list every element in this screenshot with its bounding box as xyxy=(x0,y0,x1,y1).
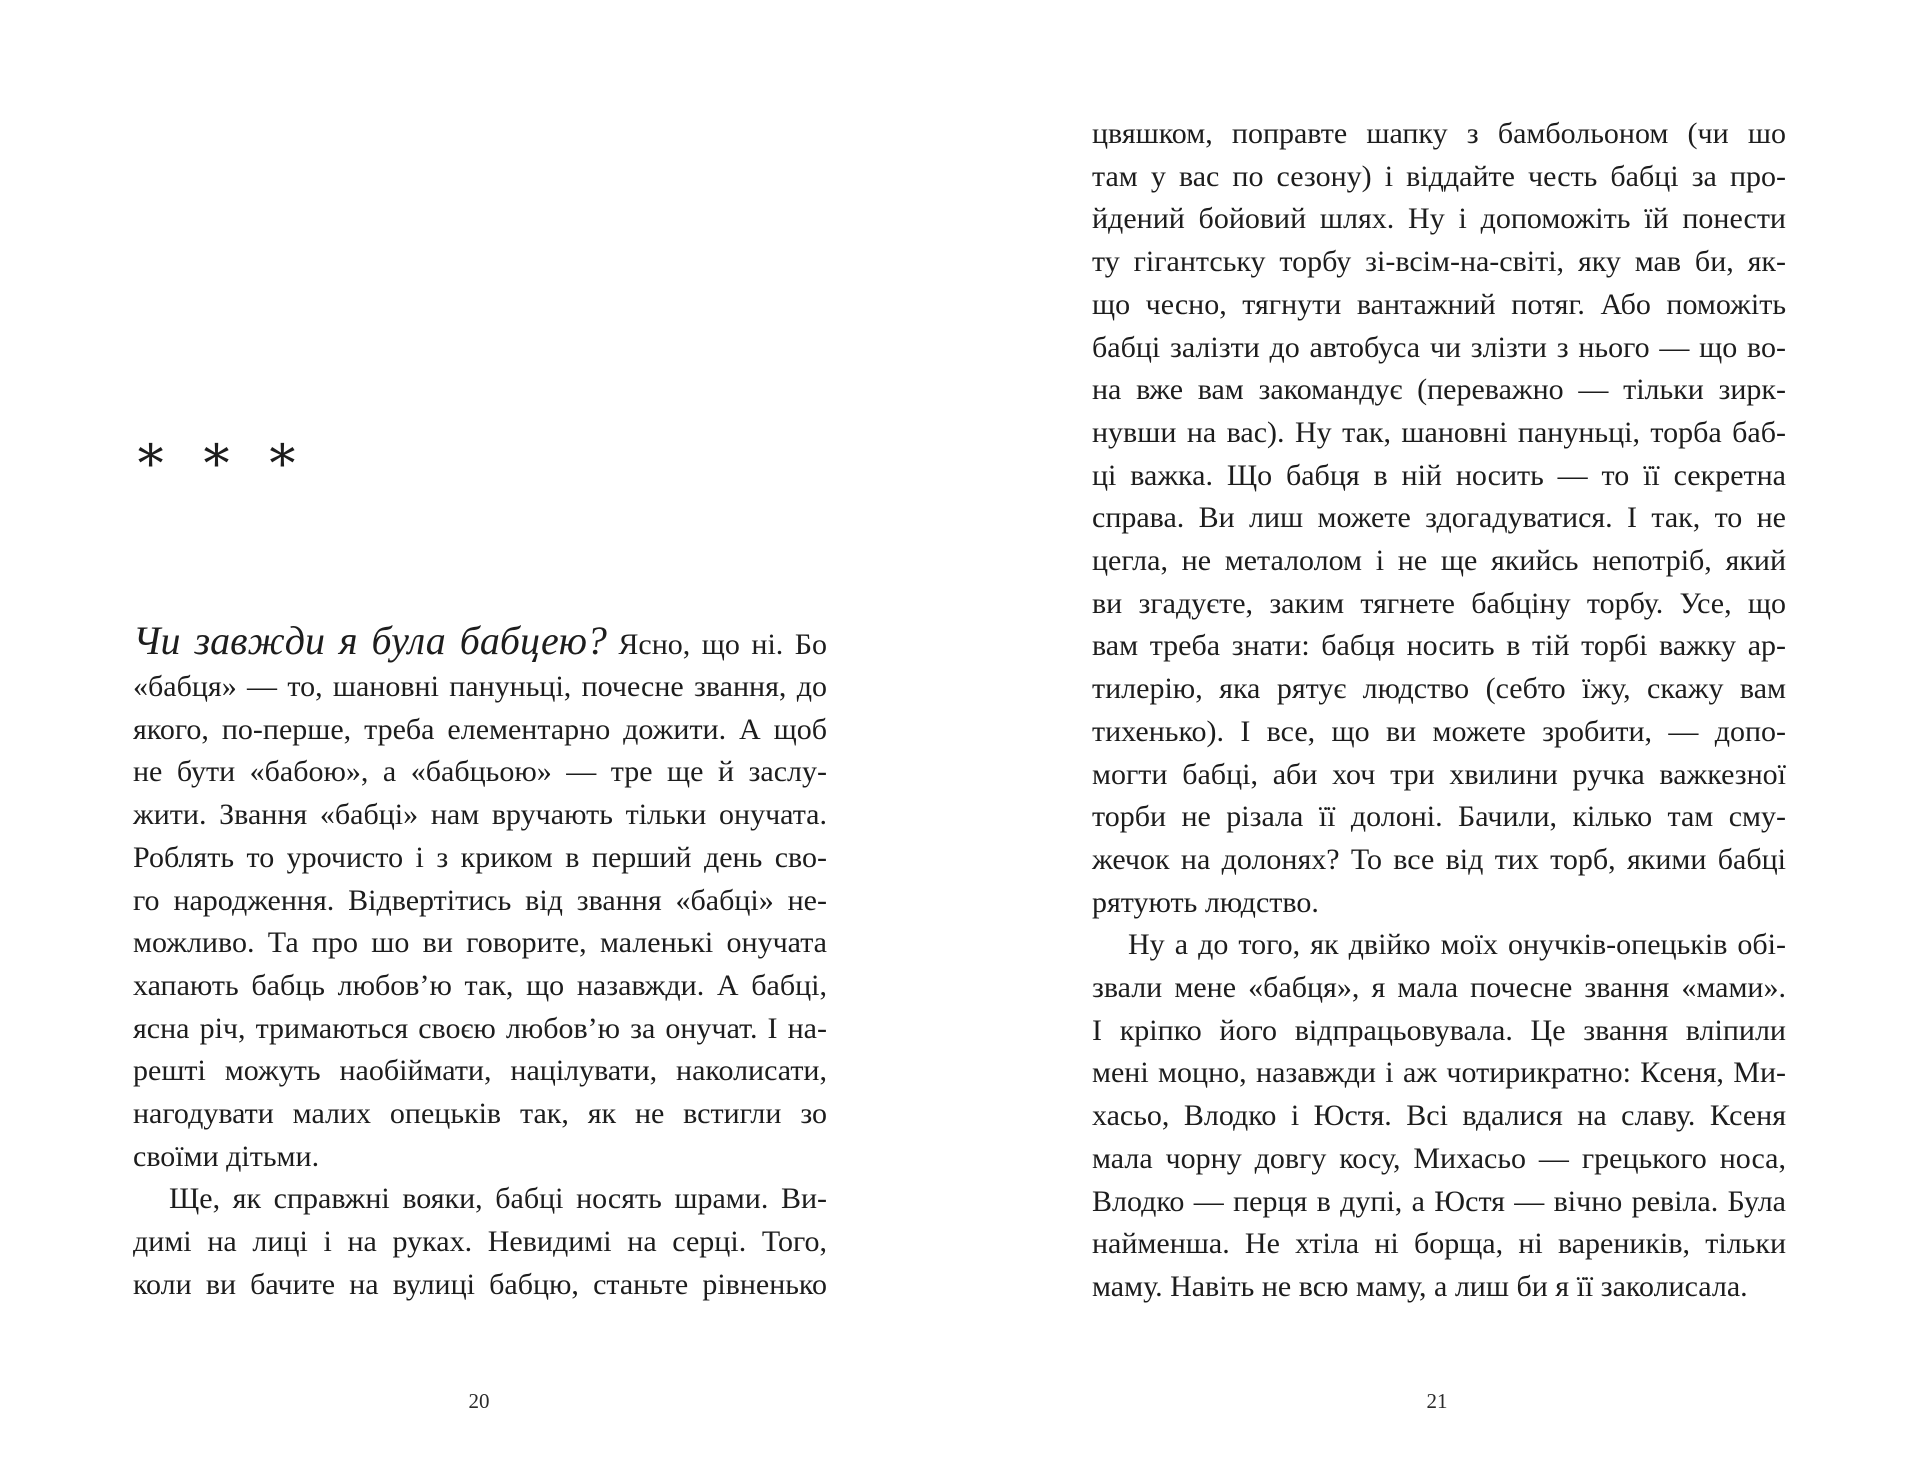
body-line: Ще, як справжні вояки, бабці носять шрами. Ви- xyxy=(169,1182,827,1216)
body-line: «бабця» — то, шановні пануньці, почесне звання, до xyxy=(133,670,827,703)
body-line: хапають бабць любов’ю так, що назавжди. А бабці, xyxy=(133,968,827,1002)
body-line: йдений бойовий шлях. Ну і допоможіть їй понести xyxy=(1092,202,1786,236)
body-line: цегла, не металолом і не ще якийсь непотріб, який xyxy=(1092,544,1786,578)
body-line: бабці залізти до автобуса чи злізти з нього — що во- xyxy=(1092,330,1786,364)
body-line: нагодувати малих опецьків так, як не встигли зо xyxy=(133,1097,827,1131)
body-line xyxy=(133,618,827,667)
body-line: хасьо, Влодко і Юстя. Всі вдалися на славу. Ксеня xyxy=(1092,1099,1786,1133)
body-line: маму. Навіть не всю маму, а лиш би я її заколисала. xyxy=(1092,1269,1748,1303)
body-line: нувши на вас). Ну так, шановні пануньці, торба баб- xyxy=(1092,415,1786,449)
body-line: цвяшком, поправте шапку з бамбольоном (чи шо xyxy=(1092,117,1786,150)
body-line: тилерію, яка рятує людство (себто їжу, скажу вам xyxy=(1092,672,1786,706)
body-line: рятують людство. xyxy=(1092,885,1319,919)
body-line: решті можуть наобіймати, націлувати, наколисати, xyxy=(133,1054,827,1088)
body-line: ви згадуєте, заким тягнете бабціну торбу. Усе, що xyxy=(1092,586,1786,620)
body-line: ясна річ, тримаються своєю любов’ю за онучат. І на- xyxy=(133,1011,827,1045)
body-line: якого, по-перше, треба елементарно дожити. А щоб xyxy=(133,712,827,746)
body-line: справа. Ви лиш можете здогадуватися. І так, то не xyxy=(1092,501,1786,535)
body-line: могти бабці, аби хоч три хвилини ручка важкезної xyxy=(1092,757,1786,791)
body-line: торби не різала її долоні. Бачили, кілько там сму- xyxy=(1092,800,1786,834)
right-text-block xyxy=(1092,113,1786,1309)
opening-rest: Ясно, що ні. Бо xyxy=(618,628,827,661)
body-line: ту гігантську торбу зі-всім-на-світі, яку мав би, як- xyxy=(1092,245,1786,279)
body-line: що чесно, тягнути вантажний потяг. Або поможіть xyxy=(1092,287,1786,321)
body-line: не бути «бабою», а «бабцьою» — тре ще й заслу- xyxy=(133,755,827,789)
body-line: І кріпко його відпрацьовувала. Це звання вліпили xyxy=(1092,1013,1786,1047)
page-number-right: 21 xyxy=(1426,1389,1448,1413)
body-line: на вже вам закомандує (переважно — тільки зирк- xyxy=(1092,373,1786,407)
script-phrase: Чи завжди я була бабцею? xyxy=(133,618,607,663)
body-line: там у вас по сезону) і віддайте честь бабці за про- xyxy=(1092,159,1786,193)
body-line: коли ви бачите на вулиці бабцю, станьте рівненько xyxy=(133,1267,827,1301)
left-text-block xyxy=(133,666,827,1307)
body-line: го народження. Відвертітись від звання «бабці» не- xyxy=(133,883,827,917)
body-line: Влодко — перця в дупі, а Юстя — вічно ревіла. Була xyxy=(1092,1184,1786,1218)
page-number-left: 20 xyxy=(468,1389,490,1413)
body-line: Ну а до того, як двійко моїх онучків-опецьків обі- xyxy=(1128,928,1786,962)
section-separator: ∗ ∗ ∗ xyxy=(133,424,303,484)
body-line: мала чорну довгу косу, Михасьо — грецького носа, xyxy=(1092,1141,1786,1175)
body-line: Роблять то урочисто і з криком в перший день сво- xyxy=(133,840,827,874)
body-line: жити. Звання «бабці» нам вручають тільки онучата. xyxy=(133,798,827,832)
body-line: найменша. Не хтіла ні борща, ні вареників, тільки xyxy=(1092,1227,1786,1261)
left-opening-line xyxy=(133,618,827,667)
body-line: мені моцно, назавжди і аж чотирикратно: Ксеня, Ми- xyxy=(1092,1056,1786,1090)
body-line: тихенько). І все, що ви можете зробити, — допо- xyxy=(1092,714,1786,748)
body-line: димі на лиці і на руках. Невидимі на серці. Того, xyxy=(133,1225,827,1259)
body-line: вам треба знати: бабця носить в тій торбі важку ар- xyxy=(1092,629,1786,663)
body-line: своїми дітьми. xyxy=(133,1139,320,1173)
body-line: можливо. Та про шо ви говорите, маленькі онучата xyxy=(133,926,827,960)
body-line: жечок на долонях? То все від тих торб, якими бабці xyxy=(1092,842,1786,876)
body-line: звали мене «бабця», я мала почесне звання «мами». xyxy=(1092,971,1786,1005)
body-line: ці важка. Що бабця в ній носить — то її секретна xyxy=(1092,458,1786,492)
